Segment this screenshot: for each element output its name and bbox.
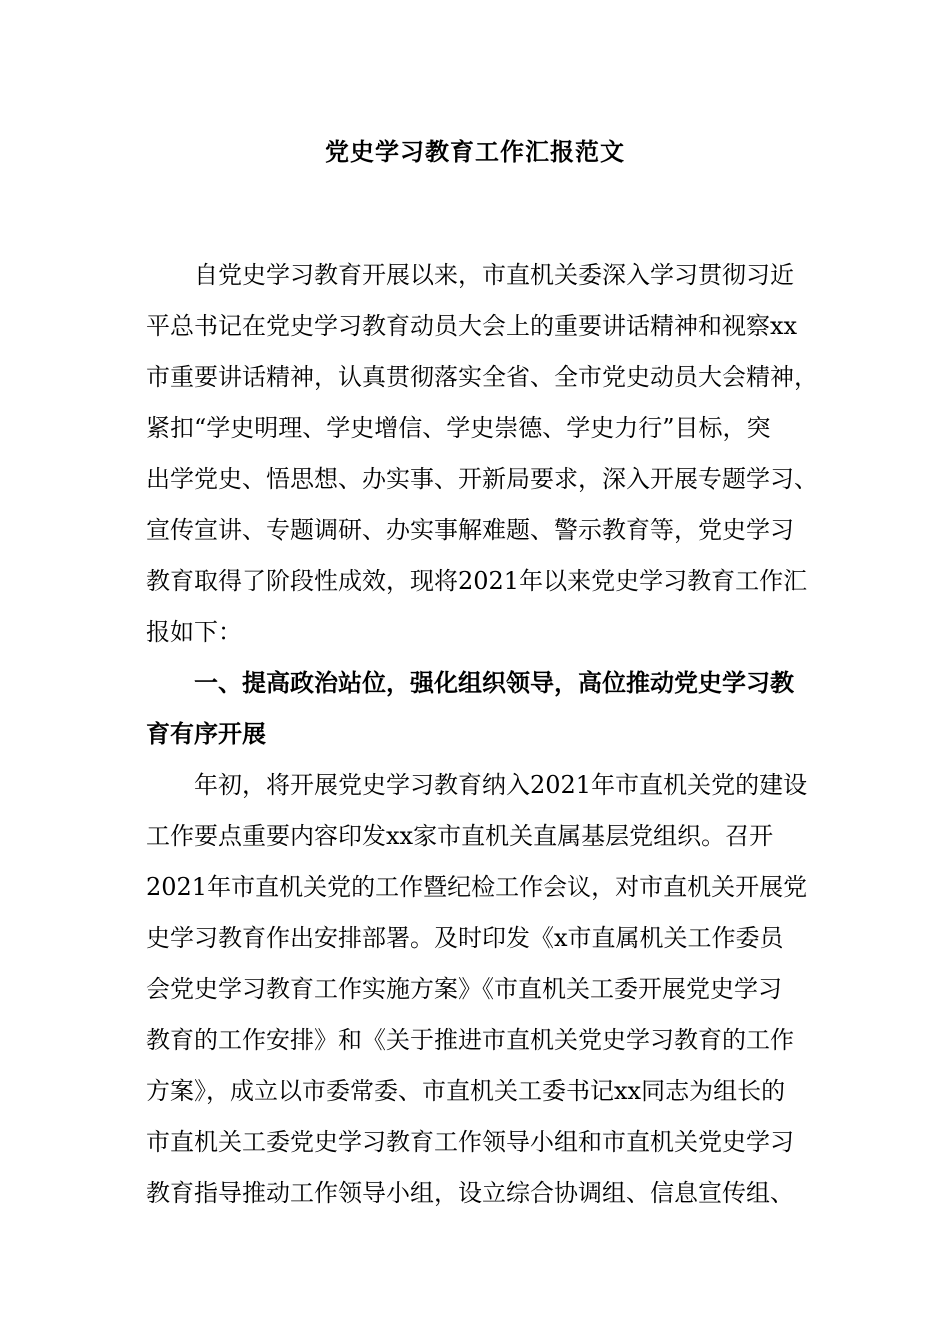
document-title: 党史学习教育工作汇报范文 bbox=[325, 137, 625, 166]
paragraph-line: 年初，将开展党史学习教育纳入2021年市直机关党的建设 bbox=[194, 771, 808, 799]
paragraph-line: 宣传宣讲、专题调研、办实事解难题、警示教育等，党史学习 bbox=[146, 516, 794, 544]
paragraph-line: 教育的工作安排》和《关于推进市直机关党史学习教育的工作 bbox=[146, 1026, 794, 1054]
section-heading-line: 一、提高政治站位，强化组织领导，高位推动党史学习教 bbox=[194, 669, 794, 697]
paragraph-line: 市重要讲话精神，认真贯彻落实全省、全市党史动员大会精神， bbox=[146, 363, 818, 391]
paragraph-line: 教育指导推动工作领导小组，设立综合协调组、信息宣传组、 bbox=[146, 1179, 794, 1207]
paragraph-line: 自党史学习教育开展以来，市直机关委深入学习贯彻习近 bbox=[194, 261, 794, 289]
paragraph-line: 市直机关工委党史学习教育工作领导小组和市直机关党史学习 bbox=[146, 1128, 794, 1156]
paragraph-line: 工作要点重要内容印发xx家市直机关直属基层党组织。召开 bbox=[146, 822, 774, 850]
section-heading-line: 育有序开展 bbox=[146, 720, 266, 748]
paragraph-line: 出学党史、悟思想、办实事、开新局要求，深入开展专题学习、 bbox=[146, 465, 818, 493]
paragraph-line: 报如下： bbox=[146, 618, 242, 646]
paragraph-line: 会党史学习教育工作实施方案》《市直机关工委开展党史学习 bbox=[146, 975, 782, 1003]
paragraph-line: 2021年市直机关党的工作暨纪检工作会议，对市直机关开展党 bbox=[146, 873, 808, 901]
paragraph-line: 史学习教育作出安排部署。及时印发《x市直属机关工作委员 bbox=[146, 924, 784, 952]
paragraph-line: 教育取得了阶段性成效，现将2021年以来党史学习教育工作汇 bbox=[146, 567, 808, 595]
paragraph-line: 方案》，成立以市委常委、市直机关工委书记xx同志为组长的 bbox=[146, 1077, 786, 1105]
paragraph-line: 紧扣“学史明理、学史增信、学史崇德、学史力行”目标，突 bbox=[146, 414, 771, 442]
document-body bbox=[146, 250, 818, 1219]
paragraph-line: 平总书记在党史学习教育动员大会上的重要讲话精神和视察xx bbox=[146, 312, 798, 340]
